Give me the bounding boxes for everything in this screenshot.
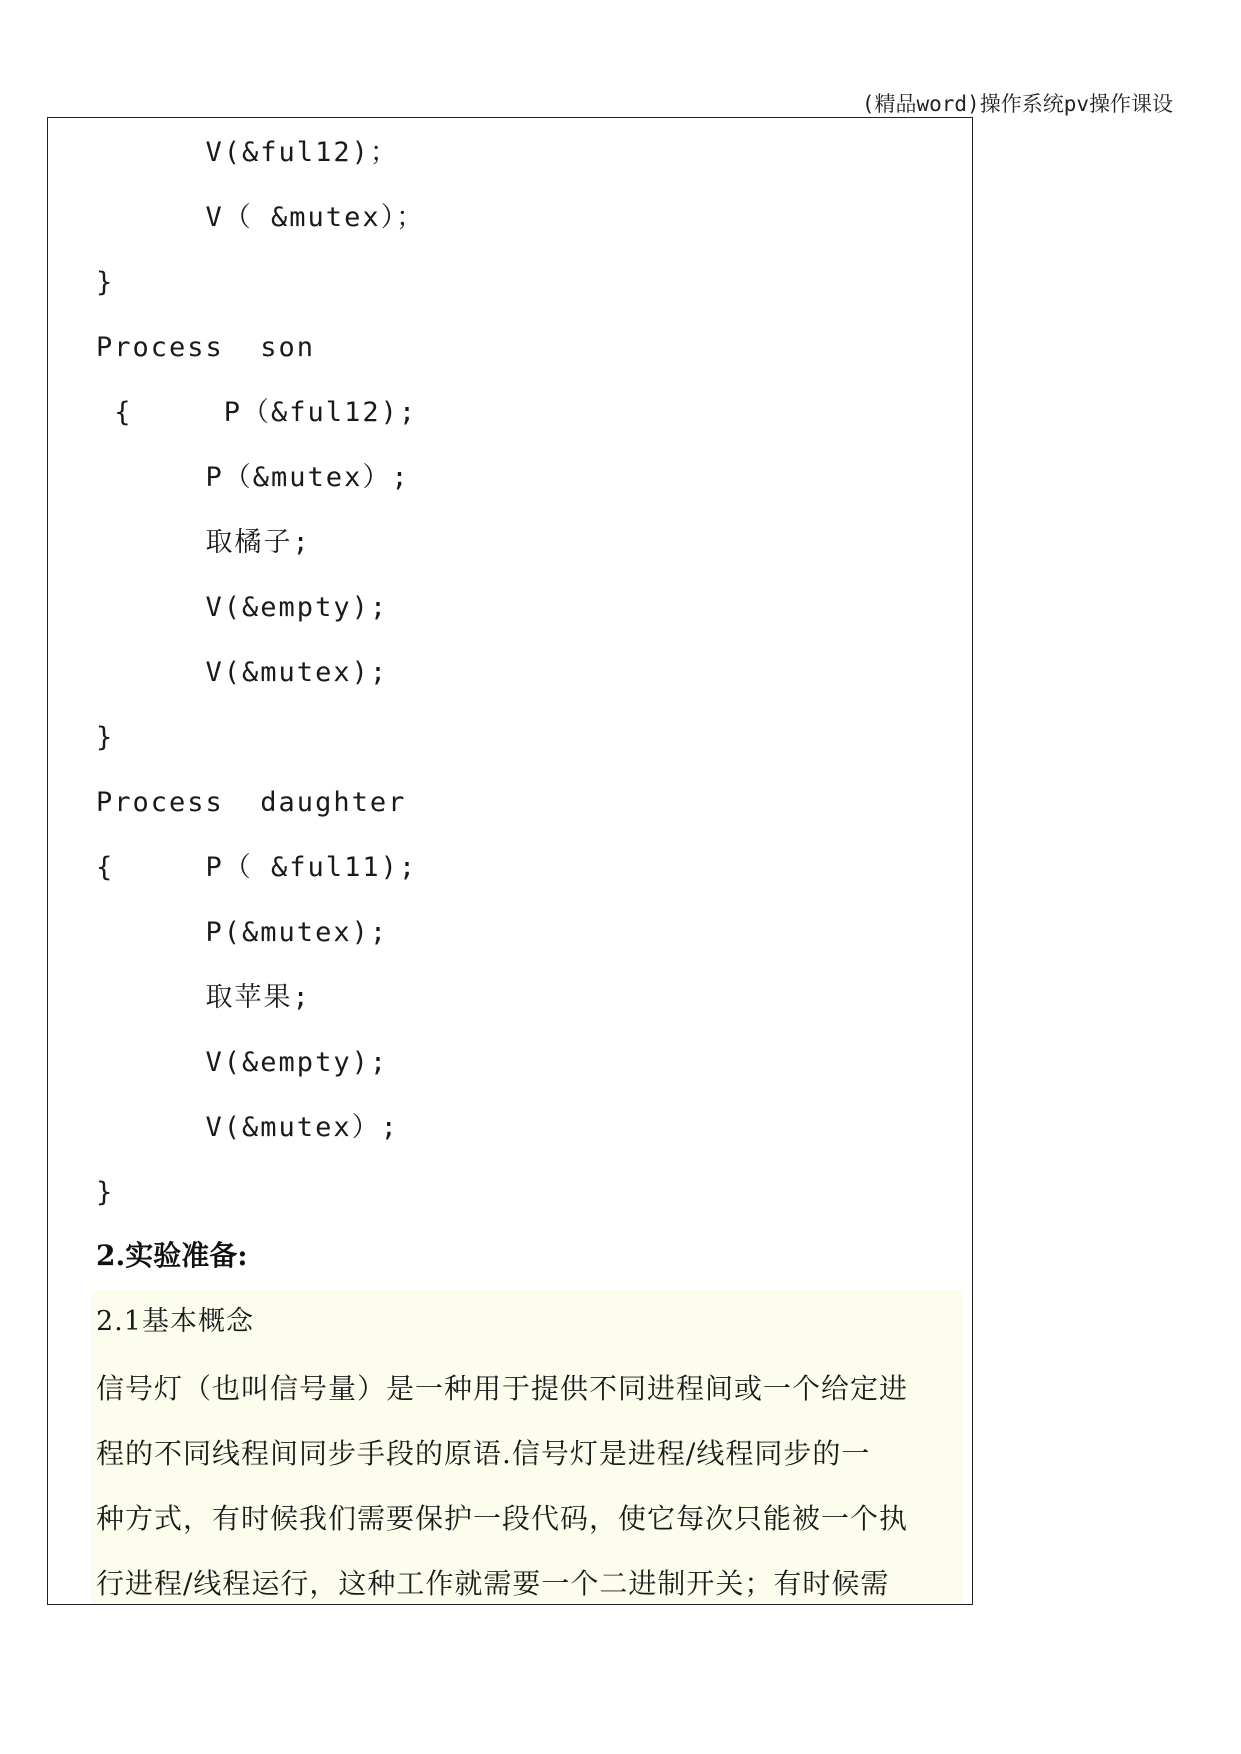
code-line: V(&mutex）; — [96, 1112, 399, 1143]
page-header: (精品word)操作系统pv操作课设 — [861, 92, 1173, 116]
code-line: } — [96, 722, 115, 753]
code-line: V(&ful12)； — [96, 137, 399, 168]
paragraph-line: 行进程/线程运行，这种工作就需要一个二进制开关；有时候需 — [96, 1567, 890, 1600]
code-line: 取苹果; — [96, 982, 311, 1013]
code-line: } — [96, 267, 115, 298]
code-line: } — [96, 1177, 115, 1208]
paragraph-line: 信号灯（也叫信号量）是一种用于提供不同进程间或一个给定进 — [96, 1372, 909, 1405]
code-line: V(&empty); — [96, 1047, 389, 1078]
subsection-title: 2.1基本概念 — [96, 1306, 254, 1337]
code-block — [96, 120, 425, 1225]
code-line: V(&mutex); — [96, 657, 389, 688]
code-line: V（ &mutex）； — [96, 202, 426, 233]
code-line: P（&mutex）; — [96, 462, 410, 493]
code-line: { P（ &ful11); — [96, 852, 418, 883]
code-line: { P（&ful12); — [96, 397, 418, 428]
code-line: Process son — [96, 332, 316, 363]
code-line: 取橘子; — [96, 527, 311, 558]
section-title: 2.实验准备: — [96, 1239, 248, 1272]
paragraph-line: 种方式，有时候我们需要保护一段代码，使它每次只能被一个执 — [96, 1502, 909, 1535]
paragraph — [96, 1356, 964, 1616]
code-line: Process daughter — [96, 787, 407, 818]
code-line: P(&mutex); — [96, 917, 389, 948]
code-line: V(&empty); — [96, 592, 389, 623]
paragraph-line: 程的不同线程间同步手段的原语.信号灯是进程/线程同步的一 — [96, 1437, 871, 1470]
